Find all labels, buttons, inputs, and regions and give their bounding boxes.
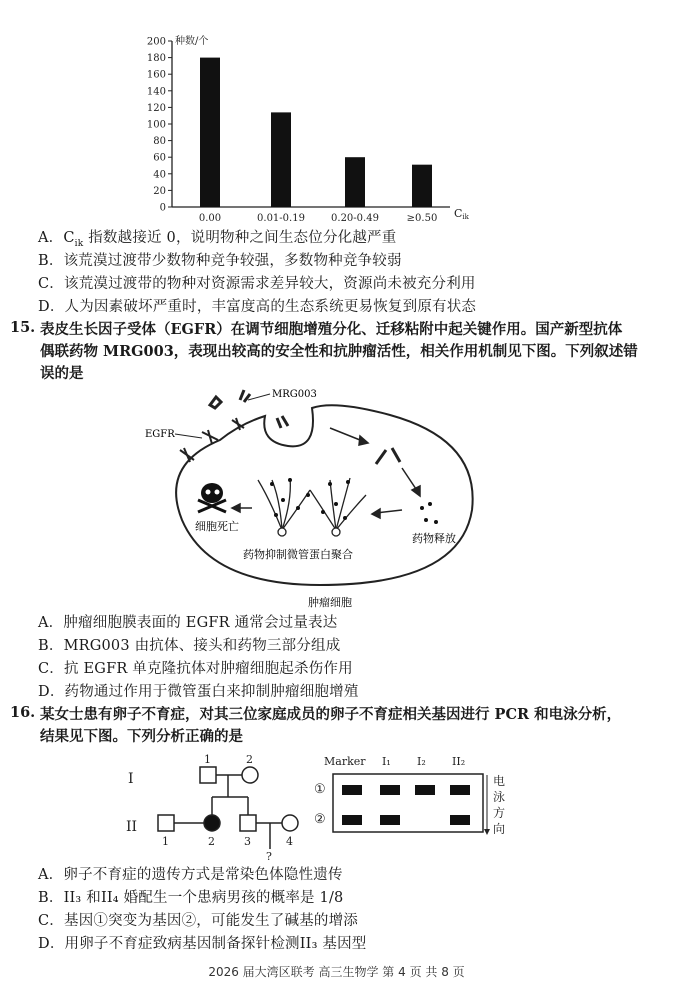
q15-stem: 表皮生长因子受体（EGFR）在调节细胞增殖分化、迁移粘附中起关键作用。国产新型抗体 偶联药物 MRG003，表现出较高的安全性和抗肿瘤活性，相关作用机制见下图。下列叙述错 误的是 <box>40 321 638 382</box>
skull-icon <box>198 483 226 512</box>
y-tick-label: 140 <box>146 86 166 98</box>
q14-option-c: C．该荒漠过渡带的物种对资源需求差异较大，资源尚未被充分利用 <box>38 276 476 292</box>
microtubule-icon <box>258 478 366 536</box>
species-bar-chart <box>140 30 480 230</box>
svg-text:2: 2 <box>208 835 215 848</box>
gene-1-label: ① <box>314 782 326 797</box>
q16-option-b: B．II₃ 和II₄ 婚配生一个患病男孩的概率是 1/8 <box>38 890 344 906</box>
q16-number: 16. <box>10 704 36 721</box>
svg-text:电: 电 <box>493 774 506 788</box>
pedigree-chart <box>120 745 320 865</box>
lane-II2-label: II₂ <box>452 755 466 768</box>
svg-text:3: 3 <box>244 835 251 848</box>
egfr-label: EGFR <box>145 429 175 440</box>
tumor-cell-caption: 肿瘤细胞 <box>308 596 352 609</box>
y-tick-label: 100 <box>146 119 166 131</box>
y-axis-label: 种数/个 <box>175 36 209 47</box>
female-II4 <box>282 815 298 831</box>
y-tick-label: 20 <box>153 185 166 197</box>
gel-band <box>342 785 362 795</box>
x-tick-label: 0.00 <box>198 213 222 224</box>
x-axis-label: Cik <box>454 207 469 221</box>
female-I2 <box>242 767 258 783</box>
q14-option-d: D．人为因素破坏严重时，丰富度高的生态系统更易恢复到原有状态 <box>38 299 477 315</box>
svg-text:4: 4 <box>286 835 293 848</box>
y-tick-label: 180 <box>146 53 166 65</box>
svg-text:?: ? <box>266 850 272 863</box>
generation-1-label: I <box>128 771 134 787</box>
bar <box>200 58 220 207</box>
q16-stem: 某女士患有卵子不育症，对其三位家庭成员的卵子不育症相关基因进行 PCR 和电泳分析， 结果见下图。下列分析正确的是 <box>40 706 622 745</box>
electrophoresis-direction-label <box>493 773 505 836</box>
egfr-receptor-icon <box>180 418 244 462</box>
gel-band <box>380 785 400 795</box>
y-tick-label: 0 <box>159 202 166 214</box>
bar <box>271 112 291 207</box>
x-tick-label: ≥0.50 <box>406 213 438 224</box>
page-footer: 2026 届大湾区联考 高三生物学 第 4 页 共 8 页 <box>208 965 465 979</box>
adc-mechanism-diagram <box>140 380 480 615</box>
lane-I2-label: I₂ <box>417 755 426 768</box>
chart-canvas <box>140 30 480 230</box>
x-tick-label: 0.01-0.19 <box>257 213 305 224</box>
affected-female-II2 <box>204 815 220 831</box>
electrophoresis-gel <box>300 745 520 865</box>
bar <box>345 157 365 207</box>
y-tick-label: 120 <box>146 102 166 114</box>
cell-death-label: 细胞死亡 <box>195 520 239 533</box>
microtubule-inhibition-label: 药物抑制微管蛋白聚合 <box>243 548 353 561</box>
svg-text:泳: 泳 <box>493 790 506 804</box>
q14-option-b: B．该荒漠过渡带少数物种竞争较强，多数物种竞争较弱 <box>38 253 402 269</box>
q15-option-d: D．药物通过作用于微管蛋白来抑制肿瘤细胞增殖 <box>38 684 359 700</box>
y-tick-label: 80 <box>153 136 166 148</box>
q16-option-d: D．用卵子不育症致病基因制备探针检测II₃ 基因型 <box>38 936 367 952</box>
male-II1 <box>158 815 174 831</box>
gel-band <box>415 785 435 795</box>
male-II3 <box>240 815 256 831</box>
svg-text:向: 向 <box>493 822 506 836</box>
male-I1 <box>200 767 216 783</box>
y-tick-label: 160 <box>146 69 166 81</box>
y-tick-label: 40 <box>153 169 166 181</box>
q15-option-a: A．肿瘤细胞膜表面的 EGFR 通常会过量表达 <box>38 615 338 631</box>
q15-option-b: B．MRG003 由抗体、接头和药物三部分组成 <box>38 638 341 654</box>
drug-release-label: 药物释放 <box>412 532 456 545</box>
gel-band <box>342 815 362 825</box>
gel-band <box>380 815 400 825</box>
q15-number: 15. <box>10 319 36 336</box>
svg-text:1: 1 <box>204 753 211 766</box>
bar <box>412 165 432 207</box>
mrg003-label: MRG003 <box>272 389 317 400</box>
svg-text:1: 1 <box>162 835 169 848</box>
x-tick-label: 0.20-0.49 <box>331 213 379 224</box>
svg-text:2: 2 <box>246 753 253 766</box>
q16-option-a: A．卵子不育症的遗传方式是常染色体隐性遗传 <box>38 867 343 883</box>
gene-2-label: ② <box>314 812 326 827</box>
gel-band <box>450 785 470 795</box>
y-tick-label: 60 <box>153 152 166 164</box>
lane-marker-label: Marker <box>324 755 366 768</box>
q15-option-c: C．抗 EGFR 单克隆抗体对肿瘤细胞起杀伤作用 <box>38 661 353 677</box>
generation-2-label: II <box>126 819 138 835</box>
lane-I1-label: I₁ <box>382 755 391 768</box>
q16-option-c: C．基因①突变为基因②，可能发生了碱基的增添 <box>38 913 358 929</box>
q14-option-a: A．$C_{ik}$ 指数越接近 0，说明物种之间生态位分化越严重 <box>38 230 397 249</box>
gel-band <box>450 815 470 825</box>
y-tick-label: 200 <box>146 36 166 48</box>
svg-text:方: 方 <box>493 806 506 820</box>
